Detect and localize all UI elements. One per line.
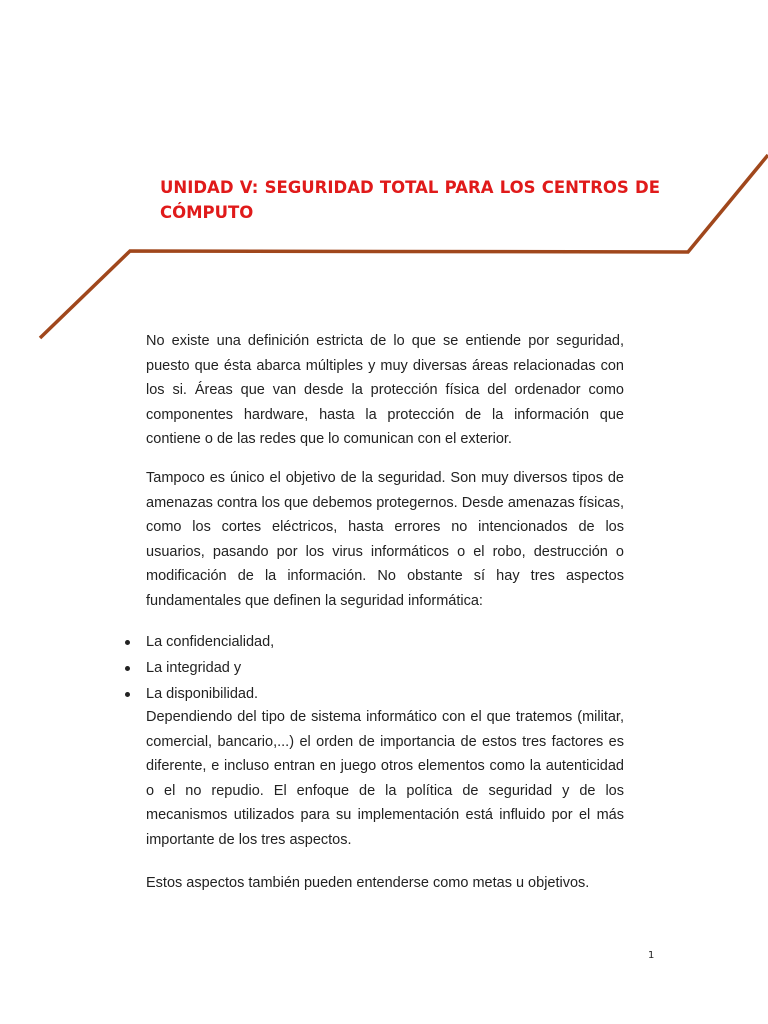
paragraph-2: Tampoco es único el objetivo de la seguridad. Son muy diversos tipos de amenazas contra los que debemos protegernos. Desde amenazas físicas, como los cortes eléctricos, hasta errores no intencionados de los usuarios, pasando por los virus informáticos o el robo, destrucción o modificación de la información. No obstante sí hay tres aspectos fundamentales que definen la seguridad informática:: [146, 470, 624, 609]
paragraph-4: Estos aspectos también pueden entenderse como metas u objetivos.: [146, 875, 590, 891]
bullet-icon: [125, 692, 130, 697]
paragraph-3: Dependiendo del tipo de sistema informático con el que tratemos (militar, comercial, bancario,...) el orden de importancia de estos tres factores es diferente, e incluso entran en juego otros elementos como la autenticidad o el no repudio. El enfoque de la política de seguridad y de los mecanismos utilizados para su implementación está influido por el más importante de los tres aspectos.: [146, 709, 624, 848]
title-line-1: UNIDAD V: SEGURIDAD TOTAL PARA LOS CENTROS DE: [160, 178, 660, 197]
bullet-icon: [125, 666, 130, 671]
bullet-icon: [125, 640, 130, 645]
page-number: 1: [648, 950, 655, 961]
paragraph-1: No existe una definición estricta de lo que se entiende por seguridad, puesto que ésta abarca múltiples y muy diversas áreas relacionadas con los si. Áreas que van desde la protección física del ordenador como componentes hardware, hasta la protección de la información que contiene o de las redes que lo comunican con el exterior.: [146, 333, 624, 447]
list-item-text: La integridad y: [146, 660, 242, 676]
list-item: [0, 656, 768, 682]
list-item-text: La confidencialidad,: [146, 634, 275, 650]
bullet-list: [0, 630, 768, 708]
page-title: [160, 175, 660, 225]
title-line-2: CÓMPUTO: [160, 203, 254, 222]
list-item-text: La disponibilidad.: [146, 686, 259, 702]
list-item: [0, 630, 768, 656]
